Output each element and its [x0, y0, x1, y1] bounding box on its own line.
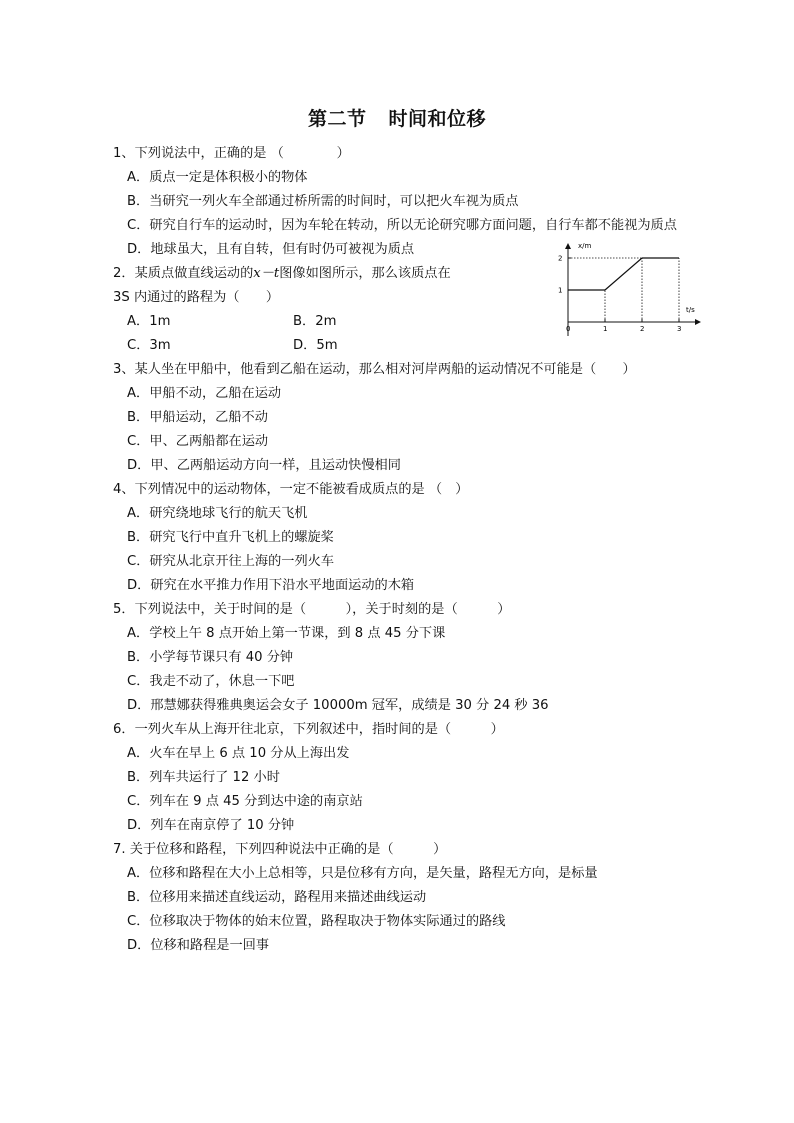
- title-topic: 时间和位移: [388, 108, 487, 130]
- y-tick-label-2: 2: [558, 254, 563, 263]
- question-7-stem: 7. 关于位移和路程，下列四种说法中正确的是（ ）: [113, 842, 447, 857]
- question-3-option-b: B．甲船运动，乙船不动: [127, 410, 268, 425]
- question-3-option-a: A．甲船不动，乙船在运动: [127, 386, 282, 401]
- question-3-stem: 3、某人坐在甲船中，他看到乙船在运动，那么相对河岸两船的运动情况不可能是（ ）: [113, 362, 636, 377]
- question-1-stem: 1、下列说法中，正确的是 （ ）: [113, 146, 350, 161]
- question-2-stem-line2: 3S 内通过的路程为（ ）: [113, 290, 280, 305]
- question-4-option-d: D．研究在水平推力作用下沿水平地面运动的木箱: [127, 578, 415, 593]
- question-4-stem: 4、下列情况中的运动物体，一定不能被看成质点的是 （ ）: [113, 482, 469, 497]
- x-tick-label-1: 1: [603, 325, 608, 333]
- x-tick-label-3: 3: [677, 325, 682, 333]
- question-2-stem-suffix: 图像如图所示，那么该质点在: [279, 266, 451, 281]
- question-7-option-a: A．位移和路程在大小上总相等，只是位移有方向，是矢量，路程无方向，是标量: [127, 866, 598, 881]
- question-3-option-d: D．甲、乙两船运动方向一样，且运动快慢相同: [127, 458, 401, 473]
- axis-ticks: [558, 255, 681, 334]
- title-section: 第二节: [307, 108, 367, 130]
- question-5-option-b: B．小学每节课只有 40 分钟: [127, 650, 294, 665]
- question-2-option-d: D．5m: [293, 338, 338, 353]
- question-2-option-b: B．2m: [293, 314, 337, 329]
- question-1-option-a: A．质点一定是体积极小的物体: [127, 170, 308, 185]
- series-segment-2: [605, 258, 642, 290]
- question-6-option-a: A．火车在早上 6 点 10 分从上海出发: [127, 746, 350, 761]
- x-axis-label: t/s: [686, 306, 695, 314]
- question-6-option-c: C．列车在 9 点 45 分到达中途的南京站: [127, 794, 363, 809]
- question-2-option-a: A．1m: [127, 314, 171, 329]
- question-6-option-b: B．列车共运行了 12 小时: [127, 770, 280, 785]
- question-5-option-c: C．我走不动了，休息一下吧: [127, 674, 295, 689]
- question-1-option-c: C．研究自行车的运动时，因为车轮在转动，所以无论研究哪方面问题，自行车都不能视为质点: [127, 218, 677, 233]
- question-5-option-a: A．学校上午 8 点开始上第一节课，到 8 点 45 分下课: [127, 626, 446, 641]
- question-7-option-b: B．位移用来描述直线运动，路程用来描述曲线运动: [127, 890, 427, 905]
- x-t-graph: [548, 238, 708, 338]
- question-5-option-d: D．邢慧娜获得雅典奥运会女子 10000m 冠军，成绩是 30 分 24 秒 36: [127, 698, 549, 713]
- question-7-option-c: C．位移取决于物体的始末位置，路程取决于物体实际通过的路线: [127, 914, 506, 929]
- question-4-option-a: A．研究绕地球飞行的航天飞机: [127, 506, 308, 521]
- y-tick-label-1: 1: [558, 286, 563, 295]
- question-1-option-d: D．地球虽大，且有自转，但有时仍可被视为质点: [127, 242, 415, 257]
- question-2-graph-variable: x－t: [253, 266, 280, 281]
- question-2-stem-prefix: 2．某质点做直线运动的: [113, 266, 254, 281]
- x-tick-label-0: 0: [566, 325, 571, 333]
- question-6-option-d: D．列车在南京停了 10 分钟: [127, 818, 295, 833]
- question-3-option-c: C．甲、乙两船都在运动: [127, 434, 269, 449]
- y-axis-label: x/m: [578, 242, 592, 250]
- question-5-stem: 5．下列说法中，关于时间的是（ ），关于时刻的是（ ）: [113, 602, 511, 617]
- series-marks: [568, 258, 679, 290]
- question-1-option-b: B．当研究一列火车全部通过桥所需的时间时，可以把火车视为质点: [127, 194, 519, 209]
- question-4-option-b: B．研究飞行中直升飞机上的螺旋桨: [127, 530, 334, 545]
- question-2-option-c: C．3m: [127, 338, 171, 353]
- question-6-stem: 6．一列火车从上海开往北京，下列叙述中，指时间的是（ ）: [113, 722, 504, 737]
- question-7-option-d: D．位移和路程是一回事: [127, 938, 270, 953]
- question-4-option-c: C．研究从北京开往上海的一列火车: [127, 554, 335, 569]
- page-title: [0, 104, 794, 131]
- x-tick-label-2: 2: [640, 325, 645, 333]
